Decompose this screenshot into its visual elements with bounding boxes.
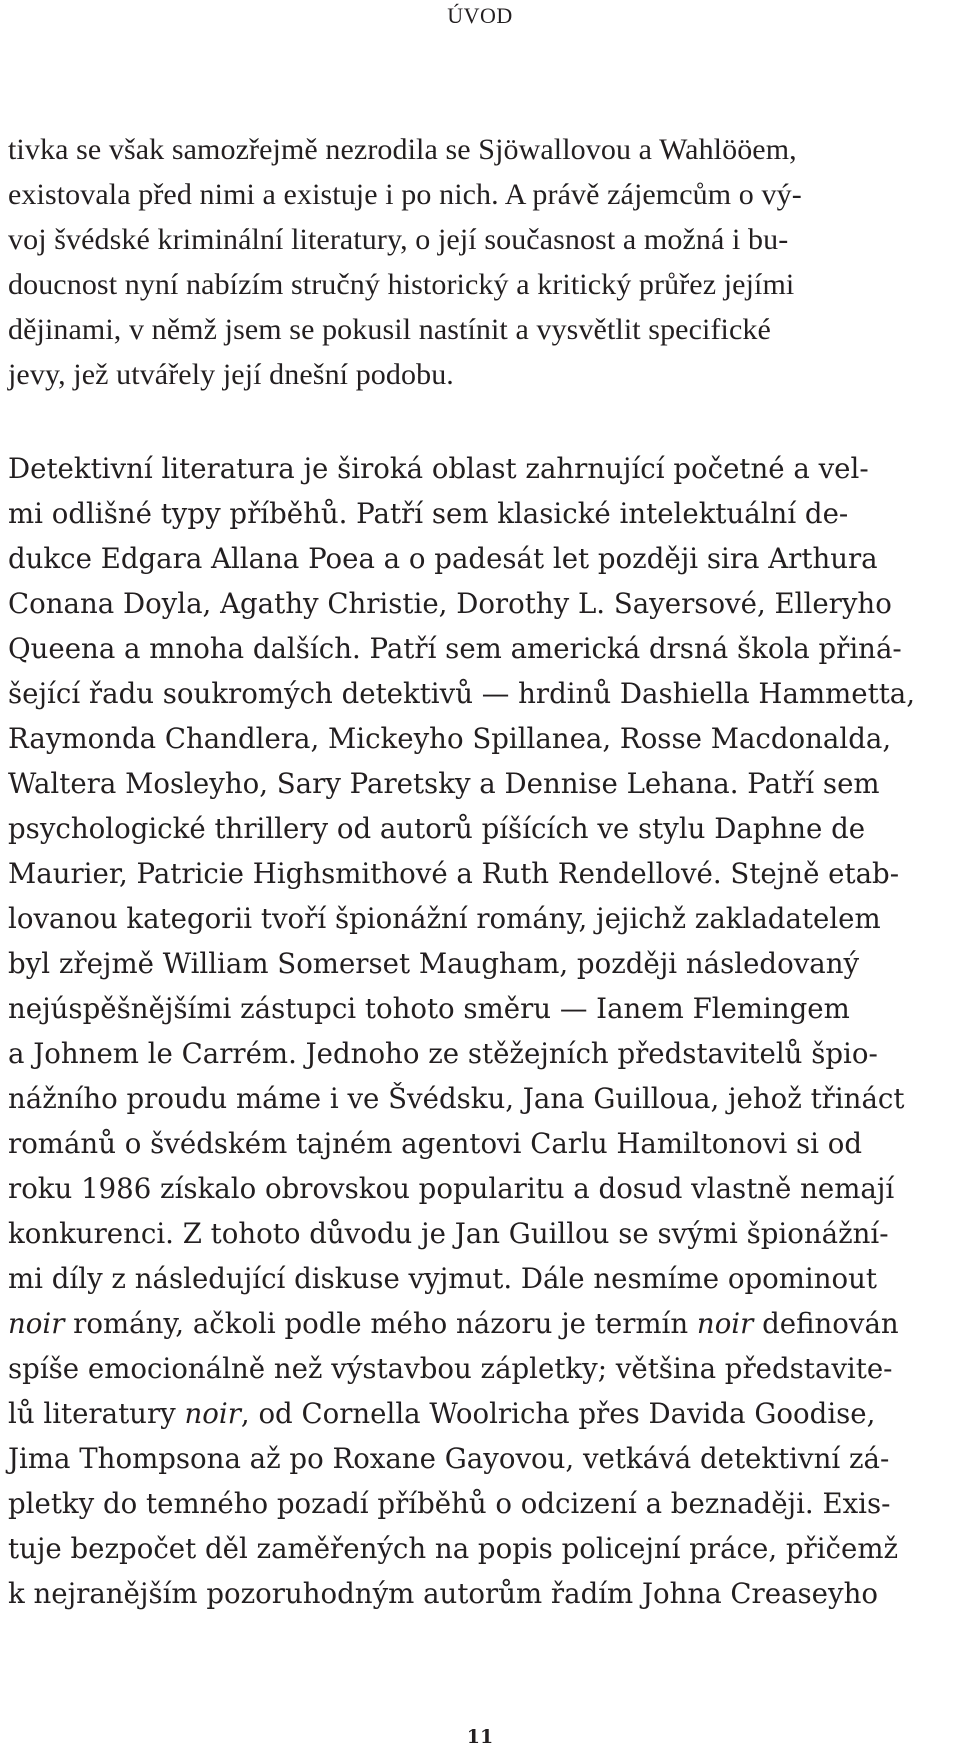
text-line: nážního proudu máme i ve Švédsku, Jana Guilloua, jehož třináct — [8, 1082, 905, 1115]
text-line: a Johnem le Carrém. Jednoho ze stěžejních představitelů špio- — [8, 1037, 878, 1070]
text-line: voj švédské kriminální literatury, o její současnost a možná i bu- — [8, 223, 789, 256]
text-line: k nejranějším pozoruhodným autorům řadím Johna Creaseyho — [8, 1577, 878, 1610]
text-line: šející řadu soukromých detektivů — hrdinů Dashiella Hammetta, — [8, 677, 916, 710]
text-line: Queena a mnoha dalších. Patří sem americká drsná škola přiná- — [8, 632, 902, 665]
text-line: konkurenci. Z tohoto důvodu je Jan Guillou se svými špionážní- — [8, 1217, 889, 1250]
text-line: lů literatury noir, od Cornella Woolricha přes Davida Goodise, — [8, 1397, 876, 1430]
text-line: mi odlišné typy příběhů. Patří sem klasické intelektuální de- — [8, 497, 849, 530]
text-line: dějinami, v němž jsem se pokusil nastínit a vysvětlit specifické — [8, 313, 771, 346]
text-line: dukce Edgara Allana Poea a o padesát let později sira Arthura — [8, 542, 878, 575]
text-line: tivka se však samozřejmě nezrodila se Sjöwallovou a Wahlööem, — [8, 133, 797, 166]
text-line: Jima Thompsona až po Roxane Gayovou, vetkává detektivní zá- — [8, 1442, 890, 1475]
text-line: Conana Doyla, Agathy Christie, Dorothy L. Sayersové, Elleryho — [8, 587, 892, 620]
text-line: doucnost nyní nabízím stručný historický a kritický průřez jejími — [8, 268, 795, 301]
text-line: byl zřejmě William Somerset Maugham, později následovaný — [8, 947, 860, 980]
text-line: Maurier, Patricie Highsmithové a Ruth Rendellové. Stejně etab- — [8, 857, 900, 890]
text-line: jevy, jež utvářely její dnešní podobu. — [8, 358, 454, 391]
text-line: roku 1986 získalo obrovskou popularitu a dosud vlastně nemají — [8, 1172, 895, 1205]
page-number: 11 — [466, 1726, 494, 1748]
text-line: noir romány, ačkoli podle mého názoru je termín noir definován — [8, 1307, 899, 1340]
text-line: tuje bezpočet děl zaměřených na popis policejní práce, přičemž — [8, 1532, 899, 1565]
running-head: ÚVOD — [447, 3, 513, 28]
text-line: románů o švédském tajném agentovi Carlu Hamiltonovi si od — [8, 1127, 863, 1160]
text-line: Raymonda Chandlera, Mickeyho Spillanea, Rosse Macdonalda, — [8, 722, 892, 755]
text-line: pletky do temného pozadí příběhů o odcizení a beznaději. Exis- — [8, 1487, 891, 1520]
text-line: spíše emocionálně než výstavbou zápletky; většina představite- — [8, 1352, 893, 1385]
text-line: psychologické thrillery od autorů píšících ve stylu Daphne de — [8, 812, 866, 845]
text-line: existovala před nimi a existuje i po nich. A právě zájemcům o vý- — [8, 178, 802, 211]
text-line: Waltera Mosleyho, Sary Paretsky a Dennise Lehana. Patří sem — [8, 767, 880, 800]
text-line: nejúspěšnějšími zástupci tohoto směru — Ianem Flemingem — [8, 992, 850, 1025]
paragraph-detective-literature — [8, 446, 948, 1616]
paragraph-intro — [8, 127, 948, 397]
text-line: lovanou kategorii tvoří špionážní romány, jejichž zakladatelem — [8, 902, 881, 935]
text-line: Detektivní literatura je široká oblast zahrnující početné a vel- — [8, 452, 869, 485]
text-line: mi díly z následující diskuse vyjmut. Dále nesmíme opominout — [8, 1262, 878, 1295]
